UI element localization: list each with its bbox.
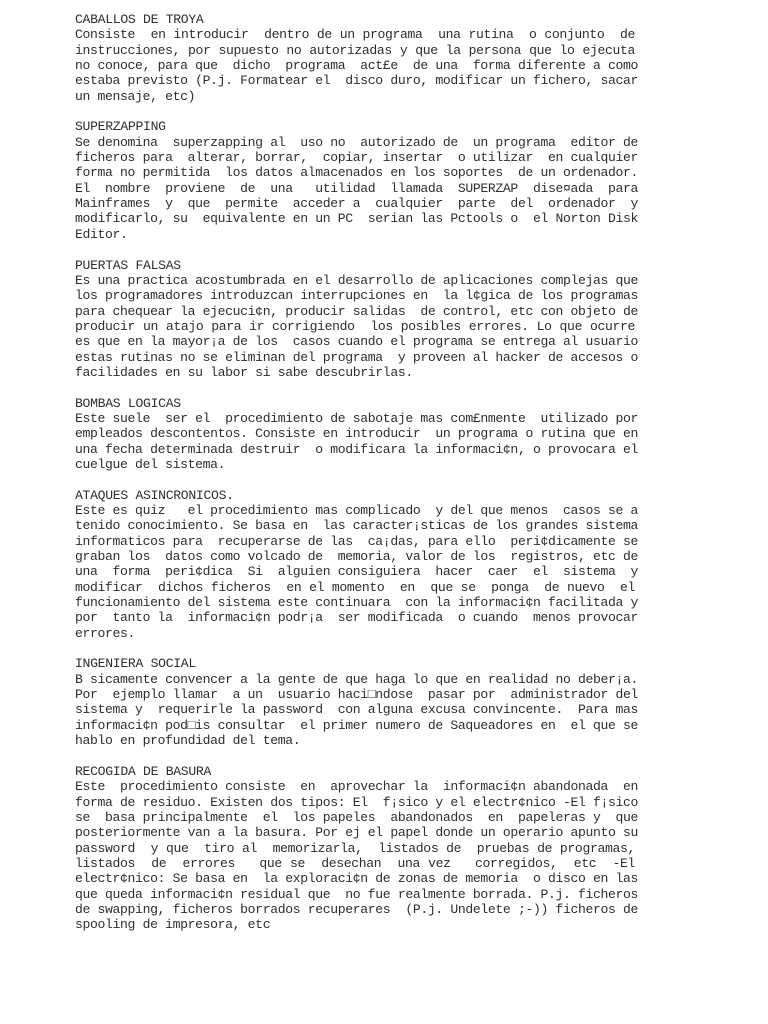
paragraph-line: los programadores introduzcan interrupciones en la l¢gica de los programas (75, 288, 639, 304)
section-heading: BOMBAS LOGICAS (75, 395, 181, 411)
paragraph-line: estaba previsto (P.j. Formatear el disco duro, modificar un fichero, sacar (75, 73, 639, 89)
paragraph-line: ficheros para alterar, borrar, copiar, insertar o utilizar en cualquier (75, 150, 639, 166)
paragraph-line: modificar dichos ficheros en el momento en que se ponga de nuevo el (75, 579, 635, 595)
paragraph-line: B sicamente convencer a la gente de que haga lo que en realidad no deber¡a. (75, 671, 639, 687)
paragraph-line: facilidades en su labor si sabe descubrirlas. (75, 364, 413, 380)
paragraph-line: Es una practica acostumbrada en el desarrollo de aplicaciones complejas que (75, 272, 639, 288)
paragraph-line: Este es quiz el procedimiento mas complicado y del que menos casos se a (75, 503, 639, 518)
document-section (75, 395, 639, 473)
paragraph-line: password y que tiro al memorizarla, listados de pruebas de programas, (75, 840, 635, 856)
paragraph-line: es que en la mayor¡a de los casos cuando el programa se entrega al usuario (75, 334, 639, 350)
paragraph-line: estas rutinas no se eliminan del programa y proveen al hacker de accesos o (75, 349, 639, 365)
section-heading: SUPERZAPPING (75, 119, 166, 135)
paragraph-line: spooling de impresora, etc (75, 917, 271, 933)
section-heading: INGENIERA SOCIAL (75, 656, 196, 672)
document-section (75, 119, 639, 242)
paragraph-line: Mainframes y que permite acceder a cualquier parte del ordenador y (75, 196, 639, 212)
paragraph-line: forma de residuo. Existen dos tipos: El f¡sico y el electr¢nico -El f¡sico (75, 794, 639, 810)
paragraph-line: graban los datos como volcado de memoria, valor de los registros, etc de (75, 549, 639, 565)
paragraph-line: hablo en profundidad del tema. (75, 733, 301, 749)
section-heading: RECOGIDA DE BASURA (75, 763, 212, 779)
paragraph-line: listados de errores que se desechan una vez corregidos, etc -El (75, 855, 635, 871)
paragraph-line: informaticos para recuperarse de las ca¡das, para ello peri¢dicamente se (75, 533, 639, 549)
paragraph-line: Se denomina superzapping al uso no autorizado de un programa editor de (75, 134, 639, 150)
paragraph-line: modificarlo, su equivalente en un PC serian las Pctools o el Norton Disk (75, 211, 639, 227)
paragraph-line: que queda informaci¢n residual que no fue realmente borrada. P.j. ficheros (75, 886, 639, 902)
document-section (75, 763, 639, 933)
paragraph-line: producir un atajo para ir corrigiendo los posibles errores. Lo que ocurre (75, 318, 635, 334)
paragraph-line: una fecha determinada destruir o modificara la informaci¢n, o provocara el (75, 441, 639, 457)
paragraph-line: funcionamiento del sistema este continuara con la informaci¢n facilitada y (75, 595, 639, 611)
document-section (75, 12, 639, 104)
paragraph-line: una forma peri¢dica Si alguien consiguiera hacer caer el sistema y (75, 564, 639, 580)
section-heading: CABALLOS DE TROYA (75, 12, 204, 27)
paragraph-line: Este procedimiento consiste en aprovechar la informaci¢n abandonada en (75, 779, 639, 795)
paragraph-line: posteriormente van a la basura. Por ej el papel donde un operario apunto su (75, 825, 639, 841)
section-heading: ATAQUES ASINCRONICOS. (75, 487, 234, 503)
paragraph-line: errores. (75, 625, 136, 641)
paragraph-line: Este suele ser el procedimiento de sabotaje mas com£nmente utilizado por (75, 410, 639, 426)
paragraph-line: se basa principalmente el los papeles abandonados en papeleras y que (75, 809, 639, 825)
paragraph-line: informaci¢n pod□is consultar el primer numero de Saqueadores en el que se (75, 717, 639, 733)
document-section (75, 487, 639, 641)
paragraph-line: para chequear la ejecuci¢n, producir salidas de control, etc con objeto de (75, 303, 639, 319)
paragraph-line: sistema y requerirle la password con alguna excusa convincente. Para mas (75, 702, 639, 718)
paragraph-line: electr¢nico: Se basa en la exploraci¢n de zonas de memoria o disco en las (75, 871, 639, 887)
paragraph-line: de swapping, ficheros borrados recuperares (P.j. Undelete ;-)) ficheros de (75, 901, 639, 917)
section-heading: PUERTAS FALSAS (75, 257, 181, 273)
paragraph-line: Consiste en introducir dentro de un programa una rutina o conjunto de (75, 27, 635, 43)
paragraph-line: no conoce, para que dicho programa act£e de una forma diferente a como (75, 58, 639, 74)
paragraph-line: un mensaje, etc) (75, 88, 196, 104)
paragraph-line: empleados descontentos. Consiste en introducir un programa o rutina que en (75, 426, 639, 442)
paragraph-line: tenido conocimiento. Se basa en las caracter¡sticas de los grandes sistema (75, 518, 639, 534)
paragraph-line: forma no permitida los datos almacenados en los soportes de un ordenador. (75, 165, 639, 181)
paragraph-line: El nombre proviene de una utilidad llamada SUPERZAP dise¤ada para (75, 180, 639, 196)
paragraph-line: Por ejemplo llamar a un usuario haci□ndose pasar por administrador del (75, 687, 639, 703)
paragraph-line: Editor. (75, 226, 128, 242)
paragraph-line: cuelgue del sistema. (75, 456, 226, 472)
document-section (75, 656, 639, 749)
paragraph-line: instrucciones, por supuesto no autorizadas y que la persona que lo ejecuta (75, 42, 635, 58)
document-body (75, 12, 639, 948)
document-section (75, 257, 639, 381)
paragraph-line: por tanto la informaci¢n podr¡a ser modificada o cuando menos provocar (75, 610, 639, 626)
